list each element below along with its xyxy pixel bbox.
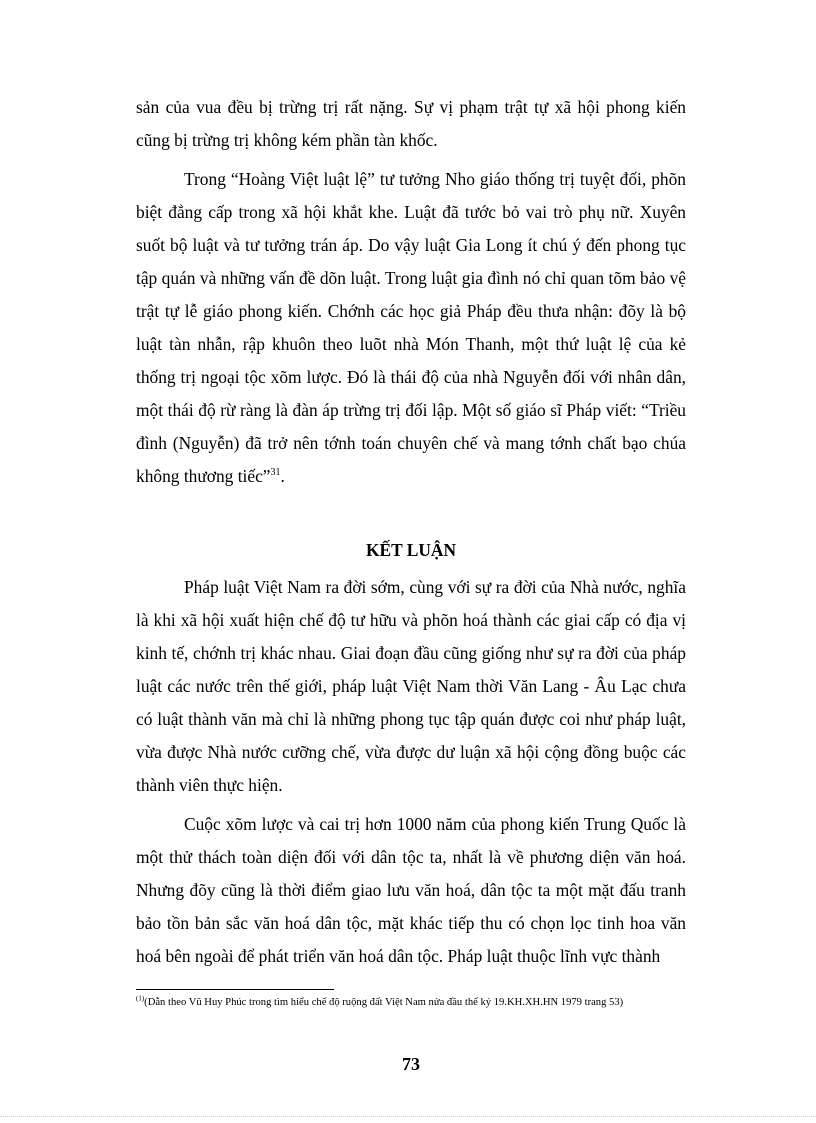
page-bottom-edge xyxy=(0,1116,816,1117)
footnote-text: (Dẫn theo Vũ Huy Phúc trong tìm hiểu chế độ ruộng đất Việt Nam nửa đầu thế kỷ 19.KH.XH.HN 1979 trang 53) xyxy=(144,997,624,1008)
paragraph-conclusion-2: Cuộc xõm lược và cai trị hơn 1000 năm của phong kiến Trung Quốc là một thử thách toàn diện đối với dân tộc ta, nhất là về phương diện văn hoá. Nhưng đõy cũng là thời điểm giao lưu văn hoá, dân tộc ta một mặt đấu tranh bảo tồn bản sắc văn hoá dân tộc, mặt khác tiếp thu có chọn lọc tinh hoa văn hoá bên ngoài để phát triển văn hoá dân tộc. Pháp luật thuộc lĩnh vực thành xyxy=(136,814,686,966)
footnote-marker: (1) xyxy=(136,994,145,1003)
paragraph-hoang-viet-luat-le xyxy=(136,163,686,493)
paragraph-end: . xyxy=(280,466,285,486)
page-number: 73 xyxy=(402,1054,420,1074)
footnote-separator xyxy=(136,989,334,990)
section-heading-ket-luan: KẾT LUẬN xyxy=(365,540,457,560)
body-text-upper xyxy=(136,91,686,493)
paragraph-text: Trong “Hoàng Việt luật lệ” tư tưởng Nho giáo thống trị tuyệt đối, phõn biệt đẳng cấp trong xã hội khắt khe. Luật đã tước bỏ vai trò phụ nữ. Xuyên suốt bộ luật và tư tưởng trán áp. Do vậy luật Gia Long ít chú ý đến phong tục tập quán và những vấn đề dõn luật. Trong luật gia đình nó chỉ quan tõm bảo vệ trật tự lễ giáo phong kiến. Chớnh các học giả Pháp đều thưa nhận: đõy là bộ luật tàn nhẫn, rập khuôn theo luõt nhà Món Thanh, một thứ luật lệ của kẻ thống trị ngoại tộc xõm lược. Đó là thái độ của nhà Nguyễn đối với nhân dân, một thái độ rừ ràng là đàn áp trừng trị đối lập. Một số giáo sĩ Pháp viết: “Triều đình (Nguyễn) đã trở nên tớnh toán chuyên chế và mang tớnh chất bạo chúa không thương tiếc” xyxy=(136,169,686,486)
body-text-conclusion xyxy=(136,571,686,973)
paragraph-continuation: sản của vua đều bị trừng trị rất nặng. Sự vị phạm trật tự xã hội phong kiến cũng bị trừng trị không kém phần tàn khốc. xyxy=(136,97,686,150)
paragraph-conclusion-1: Pháp luật Việt Nam ra đời sớm, cùng với sự ra đời của Nhà nước, nghĩa là khi xã hội xuất hiện chế độ tư hữu và phõn hoá thành các giai cấp có địa vị kinh tế, chớnh trị khác nhau. Giai đoạn đầu cũng giống như sự ra đời của pháp luật các nước trên thế giới, pháp luật Việt Nam thời Văn Lang - Âu Lạc chưa có luật thành văn mà chỉ là những phong tục tập quán được coi như pháp luật, vừa được Nhà nước cưỡng chế, vừa được dư luận xã hội cộng đồng buộc các thành viên thực hiện. xyxy=(136,577,686,795)
footnote xyxy=(136,996,716,1010)
footnote-reference[interactable]: 31 xyxy=(270,467,281,479)
